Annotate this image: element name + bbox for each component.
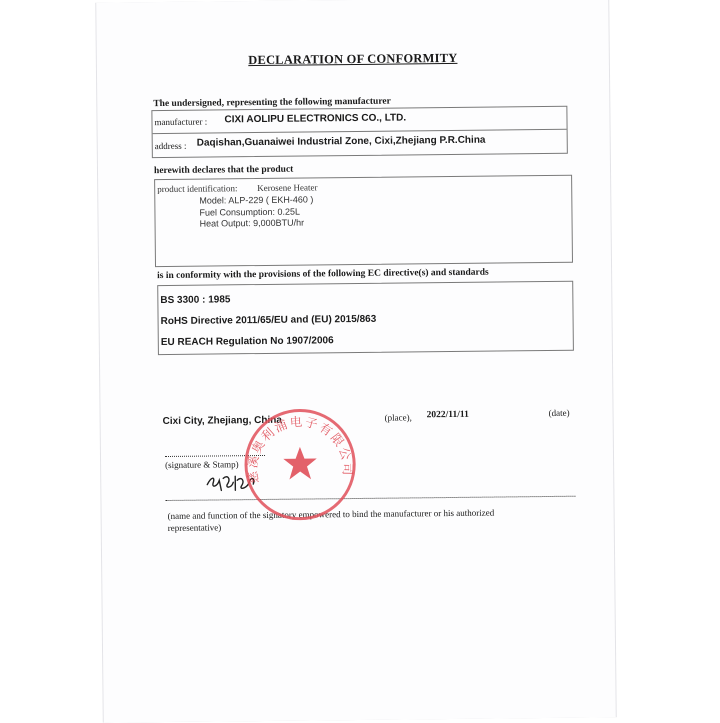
standard-item: EU REACH Regulation No 1907/2006 bbox=[160, 335, 334, 349]
document-page bbox=[96, 0, 616, 723]
conformity-heading: is in conformity with the provisions of the following EC directive(s) and standards bbox=[157, 267, 489, 282]
declares-heading: herewith declares that the product bbox=[153, 164, 294, 177]
date-value: 2022/11/11 bbox=[426, 409, 469, 421]
document-title: DECLARATION OF CONFORMITY bbox=[248, 50, 458, 68]
place-label: (place), bbox=[384, 412, 412, 423]
product-box bbox=[154, 175, 573, 267]
company-stamp bbox=[240, 405, 359, 524]
product-identification-label: product identification: bbox=[157, 183, 238, 195]
place-value: Cixi City, Zhejiang, China bbox=[162, 414, 282, 428]
manufacturer-label: manufacturer : bbox=[154, 116, 208, 128]
stamp-text: 慈溪奥利浦电子有限公司 bbox=[245, 414, 355, 485]
signatory-dotted-line bbox=[165, 496, 575, 501]
standard-item: RoHS Directive 2011/65/EU and (EU) 2015/863 bbox=[160, 313, 377, 328]
product-heat-output: Heat Output: 9,000BTU/hr bbox=[199, 217, 305, 229]
product-fuel-consumption: Fuel Consumption: 0.25L bbox=[199, 206, 301, 218]
signature-label: (signature & Stamp) bbox=[165, 459, 239, 471]
intro-heading: The undersigned, representing the following manufacturer bbox=[153, 96, 391, 110]
product-model: Model: ALP-229 ( EKH-460 ) bbox=[199, 194, 314, 206]
standards-box bbox=[157, 281, 574, 355]
name-function-label: (name and function of the signatory empowered to bind the manufacturer or his authorized bbox=[167, 507, 495, 521]
box-divider bbox=[153, 129, 567, 134]
date-label: (date) bbox=[548, 407, 570, 418]
address-value: Daqishan,Guanaiwei Industrial Zone, Cixi,Zhejiang P.R.China bbox=[196, 134, 486, 149]
address-label: address : bbox=[154, 140, 187, 152]
manufacturer-value: CIXI AOLIPU ELECTRONICS CO., LTD. bbox=[224, 112, 407, 126]
standard-item: BS 3300 : 1985 bbox=[160, 294, 231, 307]
product-identification-value: Kerosene Heater bbox=[257, 182, 318, 194]
manufacturer-box bbox=[151, 106, 567, 158]
name-function-label-continued: representative) bbox=[167, 522, 222, 533]
